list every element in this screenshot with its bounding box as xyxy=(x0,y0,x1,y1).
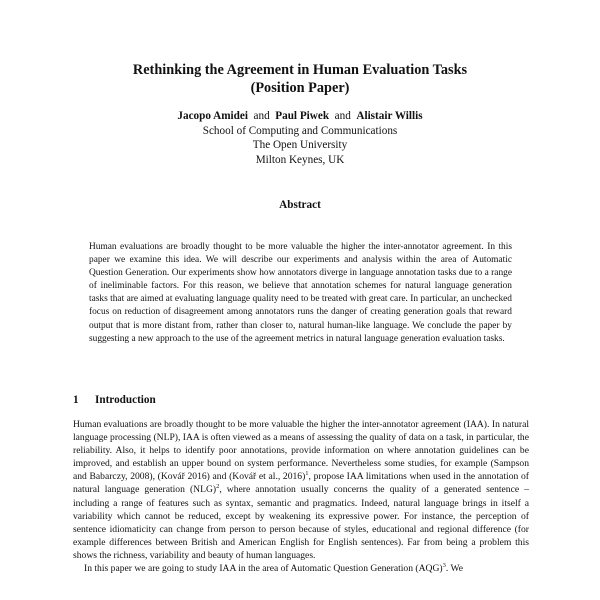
abstract-heading: Abstract xyxy=(279,199,321,211)
paragraph-text: . We xyxy=(445,563,464,575)
paragraph-text: Human evaluations are broadly thought to be more valuable the higher the inter-annotator agreement (IAA). In natural language processing (NLP), IAA is often viewed as a means of assessing the quality of data on a task, in particular, the reliability. Also, it helps to identify poor annotations, provide information on where annotation guidelines can be improved, and establish an upper bound on system performance. Nevertheless some studies, for example (Sampson and Babarczy, 2008), (Kovář 2016) and (Kovář et al., 2016) xyxy=(73,419,529,483)
author-separator: and xyxy=(253,110,270,122)
section-title: Introduction xyxy=(95,394,156,406)
paragraph-text: , where annotation usually concerns the quality of a generated sentence – including a range of features such as syntax, semantic and pragmatics. Indeed, natural language brings in itself a variability which cannot be reduced, except by weakening its expressive power. For instance, the perception of sentence idiomaticity can change from person to person because of styles, educational and regional difference (for example differences between British and American English for English sentences). Far from being a problem this shows the richness, variability and beauty of human languages. xyxy=(73,484,529,561)
author-name: Alistair Willis xyxy=(356,110,423,122)
affiliation-school: School of Computing and Communications xyxy=(202,124,398,137)
section-heading xyxy=(73,394,156,406)
affiliation-university: The Open University xyxy=(252,139,348,152)
author-block xyxy=(0,109,600,168)
section-number: 1 xyxy=(73,394,79,406)
author-name: Paul Piwek xyxy=(275,110,330,122)
affiliation-location: Milton Keynes, UK xyxy=(255,154,345,167)
title-line-2: (Position Paper) xyxy=(250,80,350,96)
footnote-marker: 1 xyxy=(305,470,309,478)
paragraph-text: , propose IAA limitations when used in the annotation of natural language generation (NLG) xyxy=(73,471,529,496)
paragraph xyxy=(73,562,529,575)
paragraph-text: In this paper we are going to study IAA in the area of Automatic Question Generation (AQG) xyxy=(84,563,443,575)
footnote-marker: 3 xyxy=(442,561,446,569)
author-names xyxy=(0,109,600,124)
author-name: Jacopo Amidei xyxy=(177,110,248,122)
paragraph xyxy=(73,418,529,562)
title-line-1: Rethinking the Agreement in Human Evaluation Tasks xyxy=(132,62,468,78)
abstract-text: Human evaluations are broadly thought to be more valuable the higher the inter-annotator agreement. In this paper we examine this idea. We will describe our experiments and analysis within the area of Automatic Question Generation. Our experiments show how annotators diverge in language annotation tasks due to a range of ineliminable factors. For this reason, we believe that annotation schemes for natural language generation tasks that are aimed at evaluating language quality need to be treated with great care. In particular, an unchecked focus on reduction of disagreement among annotators runs the danger of creating generation goals that reward output that is more distant from, rather than closer to, natural human-like language. We conclude the paper by suggesting a new approach to the use of the agreement metrics in natural language generation evaluation tasks. xyxy=(89,242,512,344)
introduction-body xyxy=(73,418,529,575)
footnote-marker: 2 xyxy=(216,483,220,491)
paper-title xyxy=(0,61,600,97)
author-separator: and xyxy=(334,110,351,122)
